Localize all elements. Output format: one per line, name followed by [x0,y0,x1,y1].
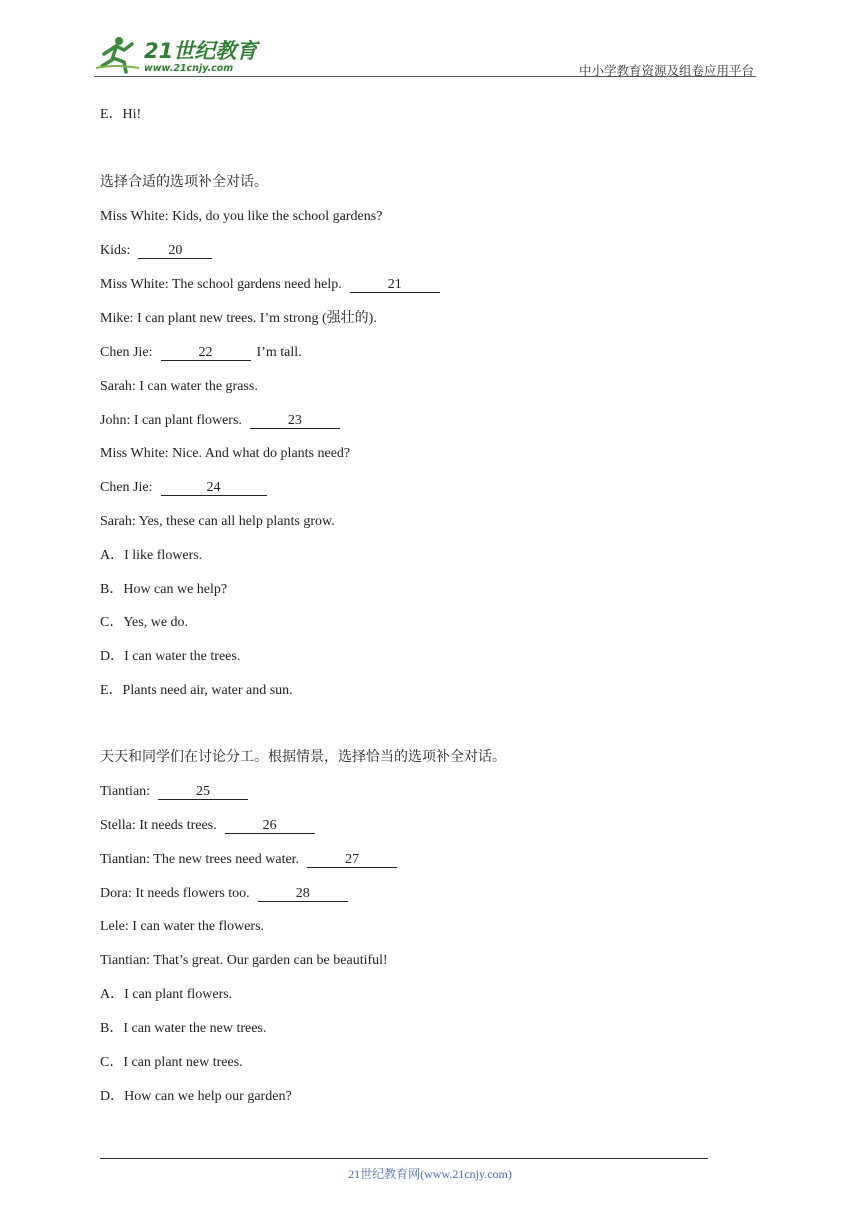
line-text: 天天和同学们在讨论分工。根据情景，选择恰当的选项补全对话。 [100,750,506,765]
text-line [100,344,302,362]
text-line [100,276,440,294]
line-text: E．Plants need air, water and sun. [100,683,293,698]
svg-text:21世纪教育: 21世纪教育 [144,39,258,63]
text-line [100,817,315,835]
line-text: A．I can plant flowers. [100,987,233,1002]
answer-blank-28[interactable]: 28 [258,887,348,902]
text-line [100,749,506,767]
text-line [100,682,293,700]
site-logo [94,34,269,74]
text-line [100,1054,243,1072]
line-text: Dora: It needs flowers too. [100,886,250,901]
text-line [100,1088,292,1106]
text-line [100,106,141,124]
line-text: Chen Jie: [100,480,153,495]
header-divider [94,76,756,77]
text-line [100,918,264,936]
line-text: D．I can water the trees. [100,649,241,664]
line-text: Miss White: Kids, do you like the school gardens? [100,209,383,224]
line-text: Chen Jie: [100,345,153,360]
line-text: D．How can we help our garden? [100,1089,292,1104]
answer-blank-22[interactable]: 22 [161,346,251,361]
header-platform-text: 中小学教育资源及组卷应用平台 [578,63,754,78]
text-line [100,412,340,430]
answer-blank-21[interactable]: 21 [350,278,440,293]
line-text: John: I can plant flowers. [100,413,242,428]
text-line [100,208,382,226]
line-text: B．How can we help? [100,582,228,597]
line-text: B．I can water the new trees. [100,1021,267,1036]
text-line [100,986,232,1004]
text-line [100,614,188,632]
line-text: Lele: I can water the flowers. [100,919,265,934]
answer-blank-20[interactable]: 20 [138,244,212,259]
text-line [100,648,240,666]
line-text: 选择合适的选项补全对话。 [100,175,268,190]
answer-blank-23[interactable]: 23 [250,414,340,429]
text-line [100,479,267,497]
runner-icon [96,37,139,72]
text-line [100,378,258,396]
line-text: A．I like flowers. [100,548,203,563]
line-text: Sarah: I can water the grass. [100,379,258,394]
text-line [100,1020,266,1038]
line-text: Miss White: The school gardens need help. [100,277,342,292]
text-line [100,445,350,463]
text-line [100,581,227,599]
text-line [100,851,397,869]
line-text: Sarah: Yes, these can all help plants grow. [100,514,335,529]
text-line [100,513,335,531]
line-text: E．Hi! [100,107,142,122]
footer-divider [100,1158,708,1159]
line-text: Miss White: Nice. And what do plants need? [100,446,351,461]
line-text: Kids: [100,243,131,258]
line-text: Tiantian: The new trees need water. [100,852,300,867]
answer-blank-24[interactable]: 24 [161,481,267,496]
answer-blank-26[interactable]: 26 [225,819,315,834]
answer-blank-25[interactable]: 25 [158,785,248,800]
text-line [100,547,202,565]
line-text: C．Yes, we do. [100,615,189,630]
line-text: Stella: It needs trees. [100,818,217,833]
line-text: Tiantian: [100,784,151,799]
line-text: Mike: I can plant new trees. I’m strong (强壮的). [100,311,377,326]
page-header [94,30,756,78]
text-line [100,952,388,970]
footer-text[interactable]: 21世纪教育网(www.21cnjy.com) [348,1167,512,1181]
text-line [100,885,348,903]
line-text: Tiantian: That’s great. Our garden can be beautiful! [100,953,388,968]
text-line [100,783,248,801]
text-line [100,174,268,192]
svg-text:www.21cnjy.com: www.21cnjy.com [144,63,234,74]
line-text: C．I can plant new trees. [100,1055,243,1070]
text-line [100,242,212,260]
answer-blank-27[interactable]: 27 [307,853,397,868]
line-text-after-blank: I’m tall. [256,345,302,360]
text-line [100,310,377,328]
